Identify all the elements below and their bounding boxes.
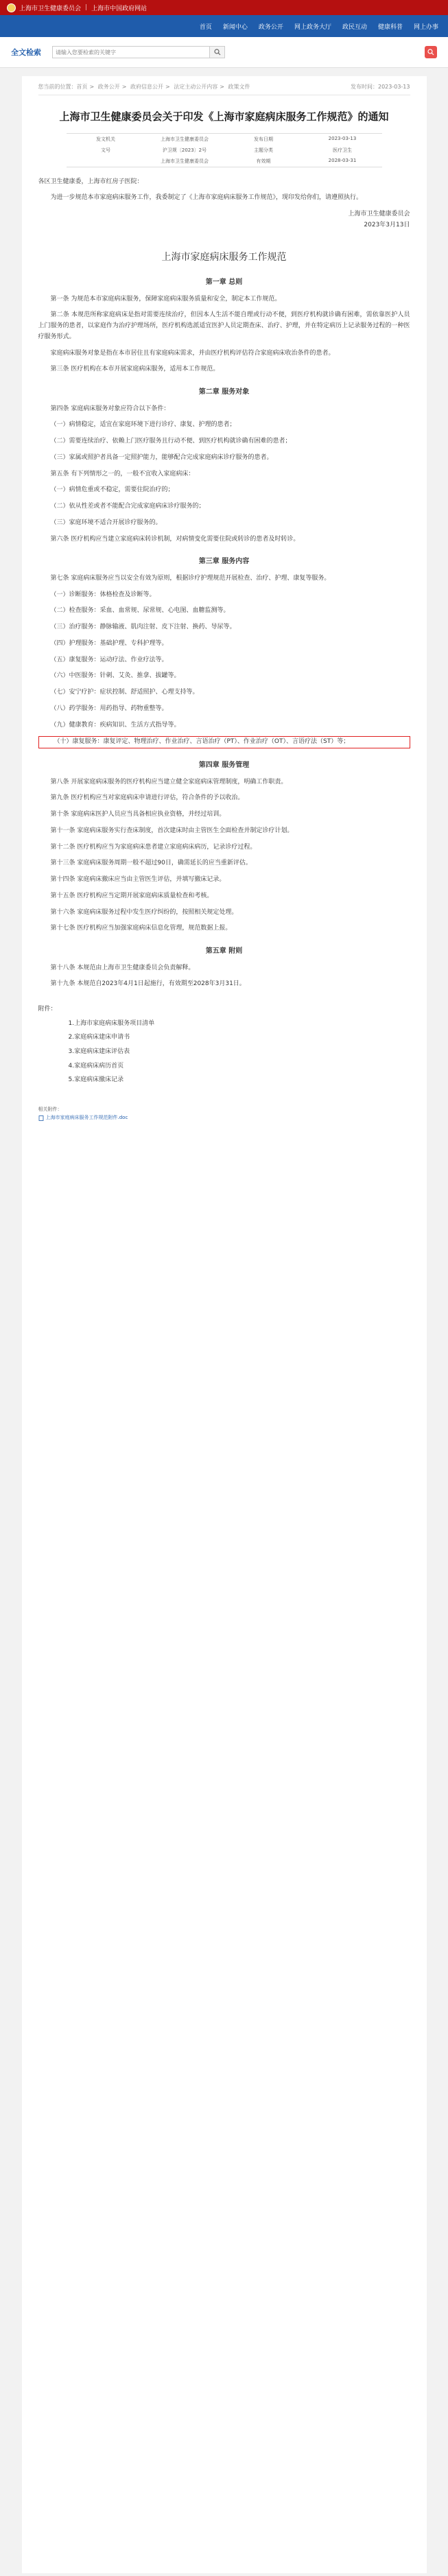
- meta-label: 文号: [101, 147, 110, 153]
- top-banner: [0, 0, 448, 15]
- nav-item[interactable]: 网上办事: [413, 23, 438, 31]
- article-paragraph: （一）病情危重或不稳定，需要住院治疗的；: [50, 486, 174, 494]
- attachment-file-link[interactable]: [38, 1113, 410, 1122]
- article-paragraph: （三）家属或照护者具备一定照护能力，能够配合完成家庭病床诊疗服务的患者。: [50, 453, 273, 461]
- file-icon: [38, 1115, 44, 1121]
- meta-value: 2023-03-13: [328, 135, 357, 141]
- related-attachments: [38, 1105, 410, 1122]
- signature: 上海市卫生健康委员会: [348, 211, 410, 217]
- meta-label: 主题分类: [254, 147, 273, 153]
- article-paragraph: 第八条 开展家庭病床服务的医疗机构应当建立健全家庭病床管理制度，明确工作职责。: [50, 778, 287, 785]
- nav-item[interactable]: 健康科普: [377, 23, 403, 31]
- chapter-heading: 第二章 服务对象: [198, 388, 250, 396]
- article-paragraph: （一）病情稳定，适宜在家庭环境下进行诊疗、康复、护理的患者；: [50, 421, 236, 429]
- nav-item[interactable]: 新闻中心: [222, 23, 248, 31]
- nav-item[interactable]: 政务公开: [258, 23, 283, 31]
- intro-paragraph: 为进一步规范本市家庭病床服务工作，我委制定了《上海市家庭病床服务工作规范》，现印发给你们，请遵照执行。: [50, 194, 363, 202]
- article-paragraph: 第二条 本规范所称家庭病床是指对需要连续治疗，但因本人生活不能自理或行动不便，到医疗机构就诊确有困难，需依靠医护人员上门服务的患者，以家庭作为治疗护理场所，医疗机构选派适宜医护人员定期查床、治疗、护理，并在特定病历上记录服务过程的一种医疗服务形式。: [38, 311, 410, 340]
- publish-date: 发布时间：2023-03-13: [351, 84, 410, 90]
- article-paragraph: 第六条 医疗机构应当建立家庭病床转诊机制，对病情变化需要住院或转诊的患者及时转诊。: [50, 535, 300, 543]
- search-input[interactable]: [52, 46, 210, 58]
- breadcrumb-item[interactable]: 政府信息公开: [130, 84, 163, 90]
- nav-item[interactable]: 首页: [199, 23, 212, 31]
- article-paragraph: （五）康复服务：运动疗法、作业疗法等。: [50, 656, 168, 663]
- attachment-item: 5.家庭病床撤床记录: [68, 1076, 124, 1084]
- nav-item[interactable]: 政民互动: [342, 23, 367, 31]
- salutation: 各区卫生健康委，上海市红房子医院：: [38, 178, 143, 185]
- article-paragraph: 第十二条 医疗机构应当为家庭病床患者建立家庭病床病历，记录诊疗过程。: [50, 843, 257, 851]
- search-bar: [0, 37, 448, 68]
- search-icon: [214, 49, 221, 56]
- meta-value: 上海市卫生健康委员会: [161, 136, 209, 142]
- breadcrumb: 您当前的位置：首页 > 政务公开 > 政府信息公开 > 法定主动公开内容 > 政策文件: [38, 84, 250, 90]
- highlighted-paragraph: （十）康复服务：康复评定、物理治疗、作业治疗、言语治疗（PT）、作业治疗（OT）、言语疗法（ST）等；: [38, 736, 410, 748]
- breadcrumb-item[interactable]: 法定主动公开内容: [174, 84, 218, 90]
- article-paragraph: 第一条 为规范本市家庭病床服务，保障家庭病床服务质量和安全，制定本工作规范。: [50, 295, 281, 303]
- document-title: 上海市家庭病床服务工作规范: [161, 251, 287, 263]
- attachment-item: 2.家庭病床建床申请书: [68, 1034, 130, 1041]
- portal-name[interactable]: 上海市中国政府网站: [91, 5, 148, 12]
- article-paragraph: 第四条 家庭病床服务对象应符合以下条件：: [50, 405, 170, 412]
- article-paragraph: 第十九条 本规范自2023年4月1日起施行，有效期至2028年3月31日。: [50, 980, 246, 988]
- meta-label: [67, 158, 145, 165]
- article-paragraph: 第三条 医疗机构在本市开展家庭病床服务，适用本工作规范。: [50, 366, 220, 373]
- attachment-item: 3.家庭病床建床评估表: [68, 1048, 130, 1056]
- attachments-label: 附件：: [38, 1006, 57, 1013]
- attachment-list: [38, 1017, 410, 1087]
- attachment-item: 1.上海市家庭病床服务项目清单: [68, 1019, 155, 1027]
- search-title: 全文检索: [11, 48, 41, 57]
- meta-row: [67, 134, 382, 145]
- article-paragraph: 第十一条 家庭病床服务实行查床制度，首次建床时由主管医生全面检查并制定诊疗计划。: [50, 827, 294, 834]
- article-paragraph: 第十三条 家庭病床服务周期一般不超过90日，确需延长的应当重新评估。: [50, 860, 252, 867]
- article-paragraph: 第七条 家庭病床服务应当以安全有效为原则，根据诊疗护理规范开展检查、治疗、护理、康复等服务。: [50, 574, 331, 582]
- search-button[interactable]: [210, 46, 225, 58]
- chapter-heading: 第一章 总则: [205, 279, 243, 286]
- article-paragraph: （三）治疗服务：静脉输液、肌肉注射、皮下注射、换药、导尿等。: [50, 624, 236, 630]
- article-body: [38, 177, 410, 1122]
- article-paragraph: 第十条 家庭病床医护人员应当具备相应执业资格，并经过培训。: [50, 811, 226, 818]
- search-icon: [427, 49, 434, 56]
- main-nav: [0, 15, 448, 37]
- meta-label: 发布日期: [254, 136, 273, 142]
- article-paragraph: 第五条 有下列情形之一的，一般不宜收入家庭病床：: [50, 470, 195, 477]
- article-paragraph: （二）检查服务：采血、血常规、尿常规、心电图、血糖监测等。: [50, 607, 230, 615]
- article-paragraph: （九）健康教育：疾病知识、生活方式指导等。: [50, 721, 180, 729]
- attachment-file-name[interactable]: 上海市家庭病床服务工作规范附件.doc: [45, 1115, 128, 1121]
- meta-label: 有效期: [256, 158, 271, 164]
- article-paragraph: 第十八条 本规范由上海市卫生健康委员会负责解释。: [50, 964, 195, 971]
- article-paragraph: （四）护理服务：基础护理、专科护理等。: [50, 639, 168, 647]
- article-paragraph: 第十四条 家庭病床撤床应当由主管医生评估，并填写撤床记录。: [50, 876, 226, 883]
- emblem-icon: [7, 3, 16, 12]
- attachments: [38, 1002, 410, 1087]
- article-paragraph: （三）家庭环境不适合开展诊疗服务的。: [50, 519, 162, 526]
- search-box: [52, 46, 225, 58]
- site-name[interactable]: 上海市卫生健康委员会: [19, 5, 82, 12]
- article-container: [22, 76, 427, 2573]
- sign-date: 2023年3月13日: [364, 221, 410, 228]
- breadcrumb-row: [38, 83, 410, 95]
- breadcrumb-item[interactable]: 政务公开: [97, 84, 120, 90]
- article-paragraph: （六）中医服务：针刺、艾灸、推拿、拔罐等。: [50, 672, 180, 680]
- meta-value: 2028-03-31: [328, 157, 357, 163]
- article-paragraph: 家庭病床服务对象是指在本市居住且有家庭病床需求，并由医疗机构评估符合家庭病床收治条件的患者。: [50, 349, 335, 357]
- article-paragraph: 第十五条 医疗机构应当定期开展家庭病床质量检查和考核。: [50, 892, 213, 899]
- chapter-heading: 第四章 服务管理: [198, 761, 250, 769]
- page-title: 上海市卫生健康委员会关于印发《上海市家庭病床服务工作规范》的通知: [59, 110, 389, 123]
- article-paragraph: 第九条 医疗机构应当对家庭病床申请进行评估，符合条件的予以收治。: [50, 794, 244, 802]
- meta-value: 医疗卫生: [333, 147, 352, 153]
- chapter-heading: 第五章 附则: [205, 947, 243, 955]
- breadcrumb-item[interactable]: 政策文件: [228, 84, 250, 90]
- meta-label: 发文机关: [96, 136, 115, 142]
- search-hot-button[interactable]: [425, 46, 437, 58]
- meta-row: [67, 145, 382, 156]
- meta-value: 沪卫规〔2023〕2号: [162, 147, 207, 153]
- article-paragraph: （八）药学服务：用药指导、药物重整等。: [50, 705, 168, 712]
- article-paragraph: （一）诊断服务：体格检查及诊断等。: [50, 591, 156, 598]
- chapter-heading: 第三章 服务内容: [198, 558, 250, 566]
- sections: [38, 276, 410, 990]
- article-paragraph: （二）依从性差或者不能配合完成家庭病床诊疗服务的；: [50, 503, 205, 510]
- meta-row: [67, 156, 382, 167]
- article-paragraph: （二）需要连续治疗、依赖上门医疗服务且行动不便、到医疗机构就诊确有困难的患者；: [50, 438, 292, 445]
- metadata-table: [67, 133, 382, 167]
- related-label: 相关附件：: [38, 1107, 62, 1113]
- article-paragraph: （七）安宁疗护：症状控制、舒适照护、心理支持等。: [50, 689, 199, 696]
- article-paragraph: 第十六条 家庭病床服务过程中发生医疗纠纷的，按照相关规定处理。: [50, 908, 238, 916]
- nav-item[interactable]: 网上政务大厅: [294, 23, 331, 31]
- article-paragraph: 第十七条 医疗机构应当加强家庭病床信息化管理，规范数据上报。: [50, 925, 232, 932]
- banner-separator: |: [85, 4, 88, 11]
- meta-value: 上海市卫生健康委员会: [161, 158, 209, 164]
- attachment-item: 4.家庭病床病历首页: [68, 1062, 124, 1070]
- breadcrumb-item[interactable]: 您当前的位置：首页: [38, 84, 88, 90]
